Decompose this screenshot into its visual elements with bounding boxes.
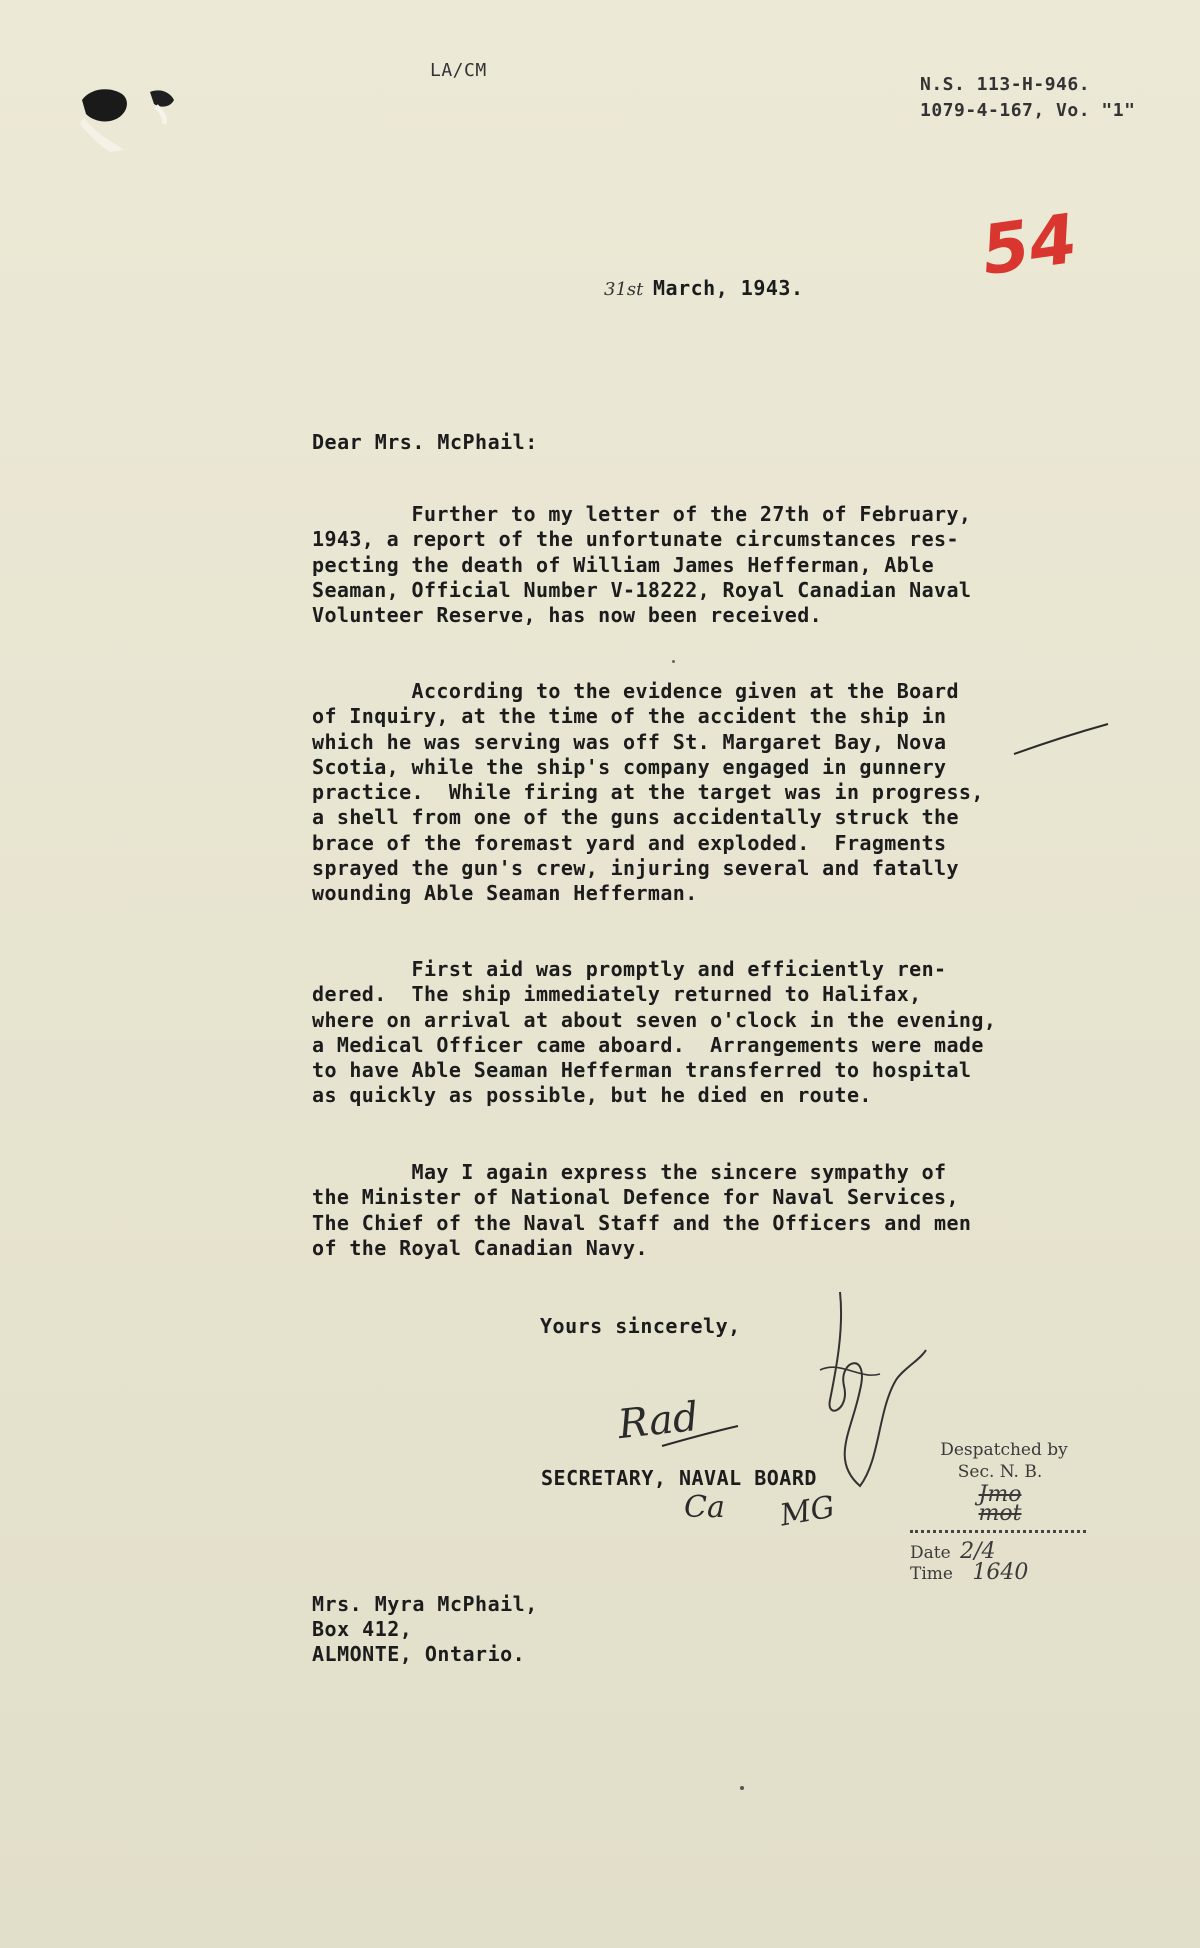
file-reference-2: 1079-4-167, Vo. "1" bbox=[920, 100, 1136, 121]
paper-speck bbox=[740, 1786, 744, 1790]
typist-initials: LA/CM bbox=[430, 60, 487, 81]
stamp-initials-1: Jmo bbox=[978, 1482, 1022, 1507]
stamp-dotted-rule bbox=[910, 1530, 1086, 1533]
closing: Yours sincerely, bbox=[540, 1314, 741, 1338]
address-line-3: ALMONTE, Ontario. bbox=[312, 1642, 526, 1666]
paper-speck bbox=[672, 660, 675, 663]
paragraph-line: which he was serving was off St. Margaret Bay, Nova bbox=[312, 729, 947, 754]
stamp-date-label: Date bbox=[910, 1543, 951, 1563]
date-day-handwritten: 31st bbox=[604, 279, 644, 300]
folio-number: 54 bbox=[976, 199, 1082, 292]
signature-underline bbox=[660, 1420, 740, 1450]
paragraph-line: of Inquiry, at the time of the accident the ship in bbox=[312, 704, 947, 729]
signature-title: SECRETARY, NAVAL BOARD bbox=[541, 1466, 817, 1490]
paragraph-line: a shell from one of the guns accidentally struck the bbox=[312, 805, 959, 830]
date-rest: March, 1943. bbox=[653, 276, 804, 300]
paper-tear-mark bbox=[70, 78, 200, 158]
paragraph-line: practice. While firing at the target was in progress, bbox=[312, 780, 984, 805]
paragraph-line: as quickly as possible, but he died en route. bbox=[312, 1083, 872, 1108]
signature-initials-3: MG bbox=[777, 1489, 838, 1534]
stamp-line-1: Despatched by bbox=[940, 1440, 1068, 1460]
stamp-time-row bbox=[910, 1560, 1090, 1585]
paragraph-line: where on arrival at about seven o'clock in the evening, bbox=[312, 1007, 997, 1032]
stamp-time-label: Time bbox=[910, 1564, 953, 1584]
paragraph-line: Volunteer Reserve, has now been received. bbox=[312, 603, 823, 628]
paragraph-line: of the Royal Canadian Navy. bbox=[312, 1235, 648, 1260]
stamp-date-value: 2/4 bbox=[960, 1539, 996, 1564]
address-line-2: Box 412, bbox=[312, 1617, 413, 1641]
file-reference-1: N.S. 113-H-946. bbox=[920, 74, 1091, 95]
paragraph-line: a Medical Officer came aboard. Arrangements were made bbox=[312, 1032, 984, 1057]
stamp-line-2: Sec. N. B. bbox=[957, 1462, 1043, 1482]
paragraph-line: pecting the death of William James Hefferman, Able bbox=[312, 552, 935, 577]
paragraph-line: The Chief of the Naval Staff and the Officers and men bbox=[312, 1210, 972, 1235]
paragraph-line: Further to my letter of the 27th of February, bbox=[312, 502, 972, 526]
signature-initials-1: Rad bbox=[615, 1393, 701, 1449]
paragraph-line: the Minister of National Defence for Naval Services, bbox=[312, 1185, 959, 1210]
paragraph-line: According to the evidence given at the Board bbox=[312, 679, 959, 703]
despatched-stamp bbox=[910, 1440, 1090, 1585]
paragraph-3 bbox=[312, 957, 1032, 1109]
stamp-initials-2: mot bbox=[978, 1501, 1022, 1526]
paragraph-line: dered. The ship immediately returned to Halifax, bbox=[312, 982, 922, 1007]
margin-pen-mark bbox=[1012, 718, 1112, 758]
signature-initials-2: Ca bbox=[684, 1490, 725, 1525]
paragraph-line: Scotia, while the ship's company engaged in gunnery bbox=[312, 754, 947, 779]
letter-date bbox=[604, 276, 804, 300]
address-line-1: Mrs. Myra McPhail, bbox=[312, 1592, 538, 1616]
paragraph-line: to have Able Seaman Hefferman transferred to hospital bbox=[312, 1058, 972, 1083]
paragraph-line: wounding Able Seaman Hefferman. bbox=[312, 881, 698, 906]
salutation: Dear Mrs. McPhail: bbox=[312, 430, 538, 454]
paragraph-2 bbox=[312, 679, 1032, 907]
paragraph-1 bbox=[312, 502, 1032, 628]
paragraph-line: sprayed the gun's crew, injuring several and fatally bbox=[312, 856, 959, 881]
paragraph-4 bbox=[312, 1160, 1032, 1261]
paragraph-line: 1943, a report of the unfortunate circumstances res- bbox=[312, 527, 959, 552]
paragraph-line: May I again express the sincere sympathy of bbox=[312, 1160, 947, 1184]
paragraph-line: Seaman, Official Number V-18222, Royal Canadian Naval bbox=[312, 577, 972, 602]
paragraph-line: brace of the foremast yard and exploded. Fragments bbox=[312, 830, 947, 855]
paragraph-line: First aid was promptly and efficiently ren- bbox=[312, 957, 947, 981]
stamp-time-value: 1640 bbox=[972, 1560, 1029, 1585]
